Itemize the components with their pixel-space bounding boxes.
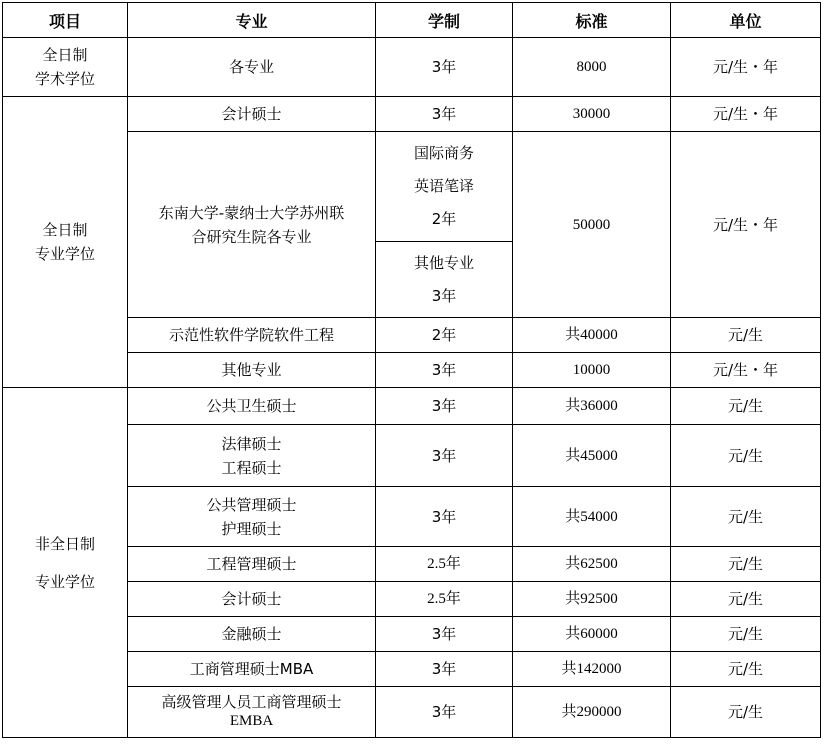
major-cell: 工程管理硕士: [128, 547, 376, 582]
unit-cell: 元/生: [671, 318, 821, 353]
major-cell: 东南大学-蒙纳士大学苏州联 合研究生院各专业: [128, 132, 376, 318]
header-standard: 标准: [513, 3, 671, 38]
fee-cell: 共62500: [513, 547, 671, 582]
header-unit: 单位: [671, 3, 821, 38]
duration-cell: 3年: [376, 687, 513, 738]
unit-cell: 元/生: [671, 487, 821, 547]
tuition-table: [2, 2, 821, 738]
duration-cell: 2.5年: [376, 582, 513, 617]
duration-cell: 2.5年: [376, 547, 513, 582]
header-row: [3, 3, 821, 38]
fee-cell: 共54000: [513, 487, 671, 547]
unit-cell: 元/生: [671, 425, 821, 487]
major-cell: 工商管理硕士MBA: [128, 652, 376, 687]
fee-cell: 共60000: [513, 617, 671, 652]
duration-cell: 3年: [376, 97, 513, 132]
fee-cell: 8000: [513, 38, 671, 97]
duration-cell: 3年: [376, 652, 513, 687]
group-parttime-professional: 非全日制 专业学位: [3, 388, 128, 738]
unit-cell: 元/生: [671, 617, 821, 652]
fee-cell: 共40000: [513, 318, 671, 353]
unit-cell: 元/生・年: [671, 97, 821, 132]
duration-cell: 其他专业 3年: [376, 242, 513, 318]
fee-cell: 共45000: [513, 425, 671, 487]
duration-cell: 国际商务 英语笔译 2年: [376, 132, 513, 242]
duration-cell: 3年: [376, 353, 513, 388]
unit-cell: 元/生: [671, 652, 821, 687]
table-row: [3, 97, 821, 132]
unit-cell: 元/生・年: [671, 38, 821, 97]
fee-cell: 共142000: [513, 652, 671, 687]
fee-cell: 共92500: [513, 582, 671, 617]
fee-cell: 共290000: [513, 687, 671, 738]
duration-cell: 2年: [376, 318, 513, 353]
major-cell: 金融硕士: [128, 617, 376, 652]
major-cell: 会计硕士: [128, 582, 376, 617]
unit-cell: 元/生・年: [671, 132, 821, 318]
group-fulltime-professional: 全日制 专业学位: [3, 97, 128, 388]
duration-cell: 3年: [376, 388, 513, 425]
major-cell: 各专业: [128, 38, 376, 97]
major-cell: 高级管理人员工商管理硕士 EMBA: [128, 687, 376, 738]
unit-cell: 元/生: [671, 388, 821, 425]
fee-cell: 50000: [513, 132, 671, 318]
duration-cell: 3年: [376, 487, 513, 547]
header-item: 项目: [3, 3, 128, 38]
duration-cell: 3年: [376, 617, 513, 652]
major-cell: 会计硕士: [128, 97, 376, 132]
duration-cell: 3年: [376, 38, 513, 97]
fee-cell: 10000: [513, 353, 671, 388]
unit-cell: 元/生: [671, 547, 821, 582]
major-cell: 公共卫生硕士: [128, 388, 376, 425]
duration-cell: 3年: [376, 425, 513, 487]
major-cell: 公共管理硕士 护理硕士: [128, 487, 376, 547]
header-major: 专业: [128, 3, 376, 38]
header-duration: 学制: [376, 3, 513, 38]
unit-cell: 元/生・年: [671, 353, 821, 388]
fee-cell: 共36000: [513, 388, 671, 425]
major-cell: 法律硕士 工程硕士: [128, 425, 376, 487]
major-cell: 示范性软件学院软件工程: [128, 318, 376, 353]
unit-cell: 元/生: [671, 687, 821, 738]
fee-cell: 30000: [513, 97, 671, 132]
table-row: [3, 38, 821, 97]
major-cell: 其他专业: [128, 353, 376, 388]
unit-cell: 元/生: [671, 582, 821, 617]
table-row: [3, 388, 821, 425]
group-academic: 全日制 学术学位: [3, 38, 128, 97]
